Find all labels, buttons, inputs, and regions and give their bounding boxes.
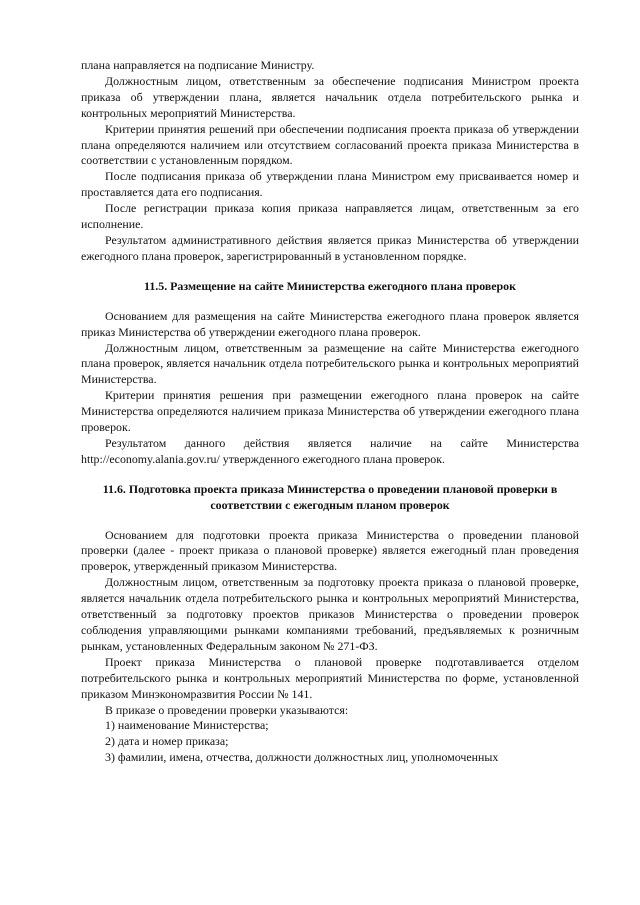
paragraph: Критерии принятия решений при обеспечении подписания проекта приказа об утверждении плана определяются наличием или отсутствием согласований проекта приказа Министерства в соответствии с установленным порядком. — [81, 121, 579, 168]
paragraph: Критерии принятия решения при размещении ежегодного плана проверок на сайте Министерства определяются наличием приказа Министерства об утверждении ежегодного плана проверок. — [81, 388, 579, 435]
document-page — [81, 58, 579, 766]
list-item: 1) наименование Министерства; — [105, 718, 269, 733]
list-item: 3) фамилии, имена, отчества, должности должностных лиц, уполномоченных — [105, 750, 499, 765]
paragraph: Проект приказа Министерства о плановой проверке подготавливается отделом потребительского рынка и контрольных мероприятий Министерства по форме, установленной приказом Минэкономразвития России № 141. — [81, 654, 579, 701]
section-heading-11-5: 11.5. Размещение на сайте Министерства ежегодного плана проверок — [144, 278, 516, 293]
paragraph: Основанием для подготовки проекта приказа Министерства о проведении плановой проверки (далее - проект приказа о плановой проверке) является ежегодный план проведения проверок, утвержденный приказом Министерства. — [81, 527, 579, 574]
paragraph: плана направляется на подписание Министру. — [81, 58, 315, 72]
paragraph: Должностным лицом, ответственным за обеспечение подписания Министром проекта приказа об утверждении плана, является начальник отдела потребительского рынка и контрольных мероприятий Министерства. — [81, 73, 579, 120]
list-item: 2) дата и номер приказа; — [105, 734, 229, 749]
paragraph: Основанием для размещения на сайте Министерства ежегодного плана проверок является приказ Министерства об утверждении ежегодного плана проверок. — [81, 308, 579, 339]
paragraph: Должностным лицом, ответственным за подготовку проекта приказа о плановой проверке, является начальник отдела потребительского рынка и контрольных мероприятий Министерства, ответственный за подготовку проектов приказов Министерства о проведении проверок соблюдения управляющими рынками компаниями требований, предъявляемых к розничным рынкам, установленных Федеральным законом № 271-ФЗ. — [81, 575, 579, 653]
paragraph: Должностным лицом, ответственным за размещение на сайте Министерства ежегодного плана проверок, является начальник отдела потребительского рынка и контрольных мероприятий Министерства. — [81, 340, 579, 387]
paragraph: Результатом данного действия является наличие на сайте Министерства http://economy.alania.gov.ru/ утвержденного ежегодного плана проверок. — [81, 435, 579, 466]
paragraph: Результатом административного действия является приказ Министерства об утверждении ежегодного плана проверок, зарегистрированный в установленном порядке. — [81, 232, 579, 263]
paragraph: После регистрации приказа копия приказа направляется лицам, ответственным за его исполнение. — [81, 201, 579, 232]
paragraph: После подписания приказа об утверждении плана Министром ему присваивается номер и проставляется дата его подписания. — [81, 169, 579, 200]
paragraph: В приказе о проведении проверки указываются: — [105, 702, 349, 717]
section-heading-11-6: 11.6. Подготовка проекта приказа Министерства о проведении плановой проверки в соответствии с ежегодным планом проверок — [102, 481, 558, 512]
